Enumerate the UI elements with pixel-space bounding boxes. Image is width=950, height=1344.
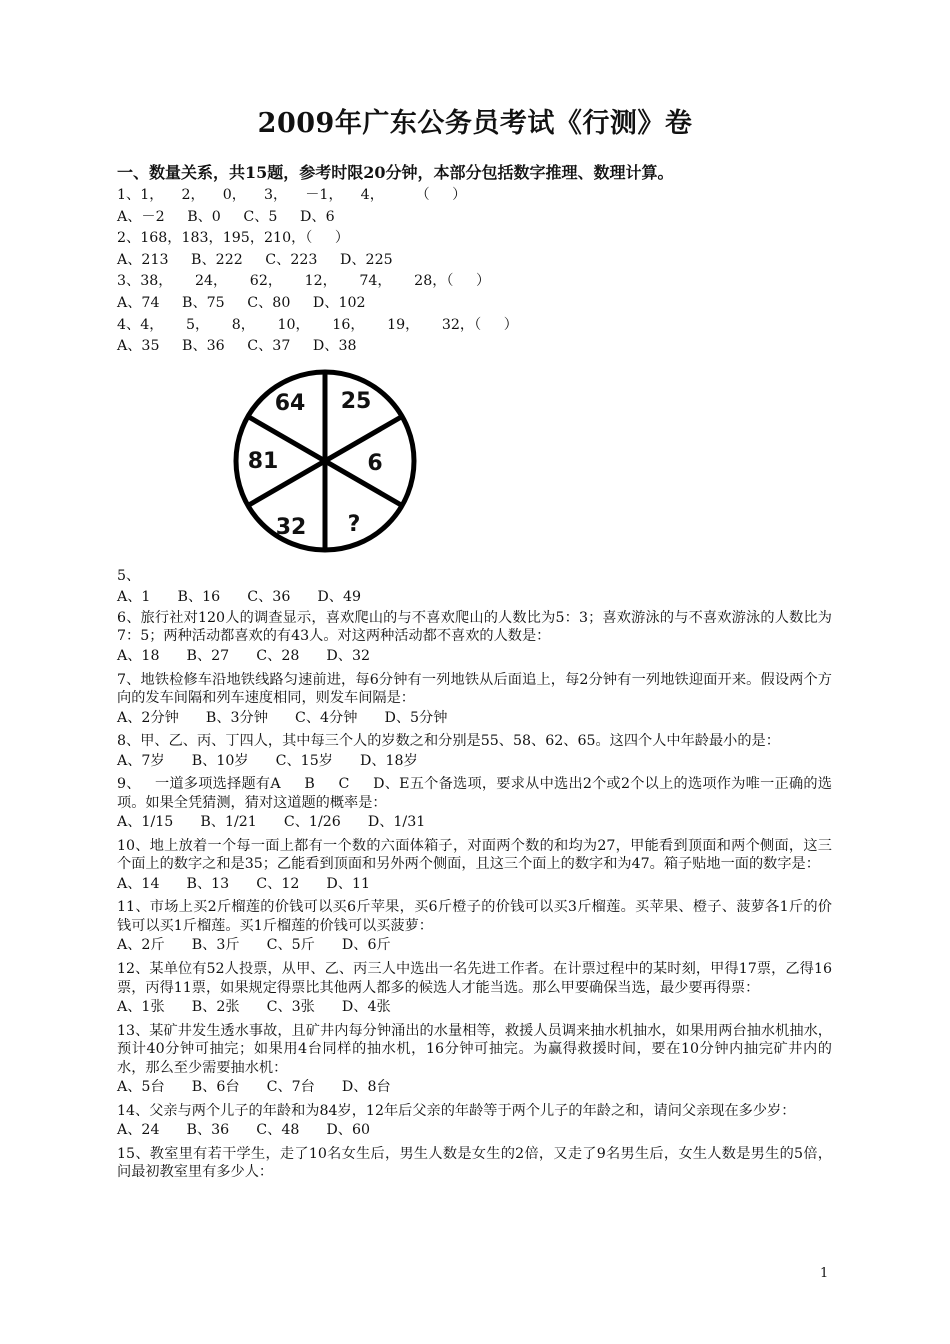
question-12-options: A、1张 B、2张 C、3张 D、4张: [117, 999, 391, 1015]
question-13-options: A、5台 B、6台 C、7台 D、8台: [117, 1079, 391, 1096]
question-list: [117, 185, 832, 1182]
page-number: 1: [820, 1266, 829, 1281]
question-7-options: A、2分钟 B、3分钟 C、4分钟 D、5分钟: [117, 709, 448, 726]
question-2-stem: 2、168，183，195，210，（ ）: [117, 230, 350, 247]
question-3-options: A、74 B、75 C、80 D、102: [117, 294, 366, 311]
wheel-number-right: 6: [367, 450, 383, 476]
question-10-options: A、14 B、13 C、12 D、11: [117, 875, 371, 892]
question-13-stem: 13、某矿井发生透水事故，且矿井内每分钟涌出的水量相等，救援人员调来抽水机抽水，如果用两台抽水机抽水，预计40分钟可抽完；如果用4台同样的抽水机，16分钟可抽完。为赢得救援时间，要在10分钟内抽完矿井内的水，那么至少需要抽水机：: [117, 1022, 832, 1076]
question-4-options: A、35 B、36 C、37 D、38: [117, 338, 357, 355]
question-8-options: A、7岁 B、10岁 C、15岁 D、18岁: [117, 752, 418, 769]
wheel-number-bottom-left: 32: [275, 514, 307, 540]
question-12-stem: 12、某单位有52人投票，从甲、乙、丙三人中选出一名先进工作者。在计票过程中的某时刻，甲得17票，乙得16票，丙得11票，如果规定得票比其他两人都多的候选人才能当选。那么甲要确保当选，最少要再得票：: [117, 961, 832, 996]
question-7-stem: 7、地铁检修车沿地铁线路匀速前进，每6分钟有一列地铁从后面追上，每2分钟有一列地铁迎面开来。假设两个方向的发车间隔和列车速度相同，则发车间隔是：: [117, 671, 832, 707]
question-14-options: A、24 B、36 C、48 D、60: [117, 1122, 371, 1139]
question-11-stem: 11、市场上买2斤榴莲的价钱可以买6斤苹果，买6斤橙子的价钱可以买3斤榴莲。买苹果、橙子、菠萝各1斤的价钱可以买1斤榴莲。买1斤榴莲的价钱可以买菠萝：: [117, 899, 832, 934]
wheel-number-left: 81: [247, 448, 279, 474]
question-9-stem: 9、 一道多项选择题有A B C D、E五个备选项，要求从中选出2个或2个以上的选项作为唯一正确的选项。如果全凭猜测，猜对这道题的概率是：: [117, 776, 832, 811]
number-wheel: [230, 366, 420, 556]
question-10-stem: 10、地上放着一个每一面上都有一个数的六面体箱子，对面两个数的和均为27，甲能看到顶面和两个侧面，这三个面上的数字之和是35；乙能看到顶面和另外两个侧面，且这三个面上的数字和为47。箱子贴地一面的数字是：: [117, 837, 832, 873]
question-11-options: A、2斤 B、3斤 C、5斤 D、6斤: [117, 937, 391, 954]
question-6-options: A、18 B、27 C、28 D、32: [117, 647, 371, 664]
question-4-stem: 4、4， 5， 8， 10， 16， 19， 32，（ ）: [117, 316, 518, 333]
question-2-options: A、213 B、222 C、223 D、225: [117, 251, 393, 268]
wheel-number-top-right: 25: [340, 388, 372, 414]
section-heading: 一、数量关系，共15题，参考时限20分钟，本部分包括数字推理、数理计算。: [117, 163, 674, 182]
question-1-options: A、－2 B、0 C、5 D、6: [117, 208, 335, 225]
question-5-options: A、1 B、16 C、36 D、49: [117, 589, 362, 606]
question-9-options: A、1/15 B、1/21 C、1/26 D、1/31: [117, 814, 426, 831]
question-8-stem: 8、甲、乙、丙、丁四人，其中每三个人的岁数之和分别是55、58、62、65。这四个人中年龄最小的是：: [117, 733, 780, 750]
question-5-stem: 5、: [117, 567, 141, 584]
question-3-stem: 3、38， 24， 62， 12， 74， 28，（ ）: [117, 273, 491, 290]
wheel-number-top-left: 64: [274, 390, 306, 416]
question-5-figure: [117, 358, 832, 566]
wheel-number-bottom-right: ?: [347, 511, 361, 537]
question-14-stem: 14、父亲与两个儿子的年龄和为84岁，12年后父亲的年龄等于两个儿子的年龄之和，请问父亲现在多少岁：: [117, 1102, 796, 1119]
page-title: 2009年广东公务员考试《行测》卷: [257, 108, 693, 139]
question-1-stem: 1、1， 2， 0， 3， －1， 4， （ ）: [117, 187, 467, 203]
question-6-stem: 6、旅行社对120人的调查显示，喜欢爬山的与不喜欢爬山的人数比为5：3；喜欢游泳的与不喜欢游泳的人数比为7：5；两种活动都喜欢的有43人。对这两种活动都不喜欢的人数是：: [117, 609, 832, 645]
question-15-stem: 15、教室里有若干学生，走了10名女生后，男生人数是女生的2倍，又走了9名男生后，女生人数是男生的5倍，问最初教室里有多少人：: [117, 1145, 832, 1181]
